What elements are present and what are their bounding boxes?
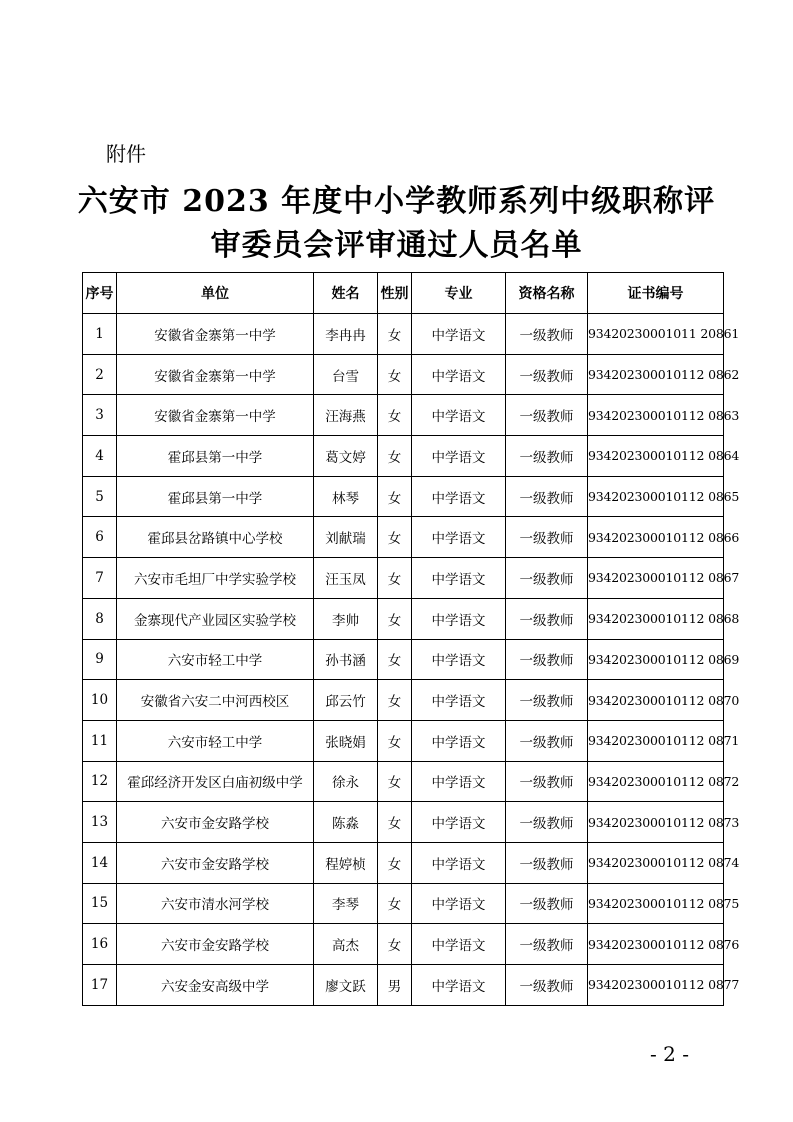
row-qualification: 一级教师 [506, 720, 588, 761]
row-major: 中学语文 [412, 720, 506, 761]
row-major: 中学语文 [412, 395, 506, 436]
row-unit: 霍邱县第一中学 [117, 476, 314, 517]
row-unit: 安徽省六安二中河西校区 [117, 680, 314, 721]
header-unit: 单位 [117, 273, 314, 314]
row-unit: 六安市轻工中学 [117, 720, 314, 761]
row-index: 4 [83, 436, 117, 477]
row-certificate: 934202300010112 0873 [588, 802, 724, 843]
row-unit: 霍邱经济开发区白庙初级中学 [117, 761, 314, 802]
row-qualification: 一级教师 [506, 436, 588, 477]
table-row [83, 639, 724, 680]
personnel-table [82, 272, 740, 1006]
row-name: 台雪 [314, 354, 378, 395]
row-unit: 安徽省金寨第一中学 [117, 395, 314, 436]
page-number: - 2 - [650, 1042, 689, 1066]
row-name: 李琴 [314, 883, 378, 924]
row-qualification: 一级教师 [506, 476, 588, 517]
row-qualification: 一级教师 [506, 517, 588, 558]
row-gender: 女 [378, 924, 412, 965]
row-qualification: 一级教师 [506, 680, 588, 721]
row-qualification: 一级教师 [506, 802, 588, 843]
row-index: 2 [83, 354, 117, 395]
row-index: 1 [83, 314, 117, 355]
row-gender: 女 [378, 720, 412, 761]
row-certificate: 934202300010112 0870 [588, 680, 724, 721]
table-row [83, 517, 724, 558]
table-row [83, 761, 724, 802]
row-certificate: 934202300010112 0869 [588, 639, 724, 680]
row-index: 10 [83, 680, 117, 721]
row-qualification: 一级教师 [506, 598, 588, 639]
table-row [83, 395, 724, 436]
row-major: 中学语文 [412, 680, 506, 721]
table-row [83, 314, 724, 355]
row-certificate: 934202300010112 0874 [588, 842, 724, 883]
row-major: 中学语文 [412, 476, 506, 517]
row-major: 中学语文 [412, 924, 506, 965]
row-unit: 六安市金安路学校 [117, 924, 314, 965]
row-index: 17 [83, 965, 117, 1006]
table-row [83, 476, 724, 517]
row-index: 16 [83, 924, 117, 965]
row-certificate: 934202300010112 0864 [588, 436, 724, 477]
row-qualification: 一级教师 [506, 883, 588, 924]
row-index: 5 [83, 476, 117, 517]
row-name: 刘献瑞 [314, 517, 378, 558]
row-certificate: 934202300010112 0867 [588, 558, 724, 599]
row-gender: 女 [378, 436, 412, 477]
row-gender: 女 [378, 639, 412, 680]
row-gender: 女 [378, 354, 412, 395]
row-name: 张晓娟 [314, 720, 378, 761]
row-gender: 男 [378, 965, 412, 1006]
row-qualification: 一级教师 [506, 965, 588, 1006]
table-body [83, 314, 740, 1006]
row-certificate: 934202300010112 0866 [588, 517, 724, 558]
row-index: 12 [83, 761, 117, 802]
row-name: 程婷桢 [314, 842, 378, 883]
row-name: 李帅 [314, 598, 378, 639]
row-name: 林琴 [314, 476, 378, 517]
row-major: 中学语文 [412, 965, 506, 1006]
row-gender: 女 [378, 598, 412, 639]
row-name: 葛文婷 [314, 436, 378, 477]
row-index: 13 [83, 802, 117, 843]
table-row [83, 354, 724, 395]
document-title-line1: 六安市 2023 年度中小学教师系列中级职称评 [77, 184, 716, 219]
row-index: 9 [83, 639, 117, 680]
row-qualification: 一级教师 [506, 314, 588, 355]
row-major: 中学语文 [412, 354, 506, 395]
row-unit: 六安金安高级中学 [117, 965, 314, 1006]
row-qualification: 一级教师 [506, 354, 588, 395]
row-unit: 六安市毛坦厂中学实验学校 [117, 558, 314, 599]
table-row [83, 436, 724, 477]
row-major: 中学语文 [412, 314, 506, 355]
header-name: 姓名 [314, 273, 378, 314]
table-row [83, 924, 724, 965]
row-qualification: 一级教师 [506, 924, 588, 965]
row-name: 孙书涵 [314, 639, 378, 680]
row-major: 中学语文 [412, 883, 506, 924]
row-major: 中学语文 [412, 802, 506, 843]
row-qualification: 一级教师 [506, 639, 588, 680]
table-row [83, 842, 724, 883]
attachment-label: 附件 [106, 142, 146, 166]
header-index: 序号 [83, 273, 117, 314]
row-gender: 女 [378, 883, 412, 924]
row-index: 6 [83, 517, 117, 558]
table-row [83, 598, 724, 639]
row-major: 中学语文 [412, 761, 506, 802]
row-gender: 女 [378, 558, 412, 599]
row-certificate: 934202300010112 0868 [588, 598, 724, 639]
row-index: 11 [83, 720, 117, 761]
table-row [83, 965, 724, 1006]
row-index: 7 [83, 558, 117, 599]
row-gender: 女 [378, 761, 412, 802]
table-row [83, 680, 724, 721]
row-gender: 女 [378, 314, 412, 355]
document-title-line2: 审委员会评审通过人员名单 [210, 228, 583, 263]
row-unit: 金寨现代产业园区实验学校 [117, 598, 314, 639]
row-certificate: 934202300010112 0875 [588, 883, 724, 924]
row-certificate: 934202300010112 0872 [588, 761, 724, 802]
header-major: 专业 [412, 273, 506, 314]
header-gender: 性别 [378, 273, 412, 314]
row-unit: 六安市金安路学校 [117, 842, 314, 883]
row-certificate: 934202300010112 0876 [588, 924, 724, 965]
table-row [83, 883, 724, 924]
row-unit: 六安市金安路学校 [117, 802, 314, 843]
row-gender: 女 [378, 680, 412, 721]
row-certificate: 934202300010112 0877 [588, 965, 724, 1006]
row-gender: 女 [378, 476, 412, 517]
row-unit: 安徽省金寨第一中学 [117, 314, 314, 355]
row-unit: 六安市清水河学校 [117, 883, 314, 924]
row-major: 中学语文 [412, 436, 506, 477]
row-certificate: 93420230001011 20861 [588, 314, 724, 355]
row-major: 中学语文 [412, 558, 506, 599]
row-major: 中学语文 [412, 842, 506, 883]
row-index: 3 [83, 395, 117, 436]
row-major: 中学语文 [412, 639, 506, 680]
row-name: 徐永 [314, 761, 378, 802]
row-gender: 女 [378, 395, 412, 436]
row-unit: 安徽省金寨第一中学 [117, 354, 314, 395]
row-certificate: 934202300010112 0862 [588, 354, 724, 395]
row-name: 邱云竹 [314, 680, 378, 721]
row-certificate: 934202300010112 0871 [588, 720, 724, 761]
row-unit: 霍邱县岔路镇中心学校 [117, 517, 314, 558]
row-index: 14 [83, 842, 117, 883]
table-row [83, 720, 724, 761]
row-unit: 霍邱县第一中学 [117, 436, 314, 477]
table-row [83, 802, 724, 843]
row-certificate: 934202300010112 0865 [588, 476, 724, 517]
row-name: 汪海燕 [314, 395, 378, 436]
table-header-row [83, 273, 724, 314]
row-gender: 女 [378, 802, 412, 843]
header-certificate: 证书编号 [588, 273, 724, 314]
row-name: 廖文跃 [314, 965, 378, 1006]
row-unit: 六安市轻工中学 [117, 639, 314, 680]
row-name: 李冉冉 [314, 314, 378, 355]
row-qualification: 一级教师 [506, 761, 588, 802]
row-name: 陈淼 [314, 802, 378, 843]
row-qualification: 一级教师 [506, 395, 588, 436]
row-name: 高杰 [314, 924, 378, 965]
row-index: 15 [83, 883, 117, 924]
row-qualification: 一级教师 [506, 842, 588, 883]
table-row [83, 558, 724, 599]
row-qualification: 一级教师 [506, 558, 588, 599]
row-major: 中学语文 [412, 598, 506, 639]
header-qualification: 资格名称 [506, 273, 588, 314]
row-name: 汪玉凤 [314, 558, 378, 599]
row-certificate: 934202300010112 0863 [588, 395, 724, 436]
row-major: 中学语文 [412, 517, 506, 558]
row-gender: 女 [378, 517, 412, 558]
row-gender: 女 [378, 842, 412, 883]
row-index: 8 [83, 598, 117, 639]
